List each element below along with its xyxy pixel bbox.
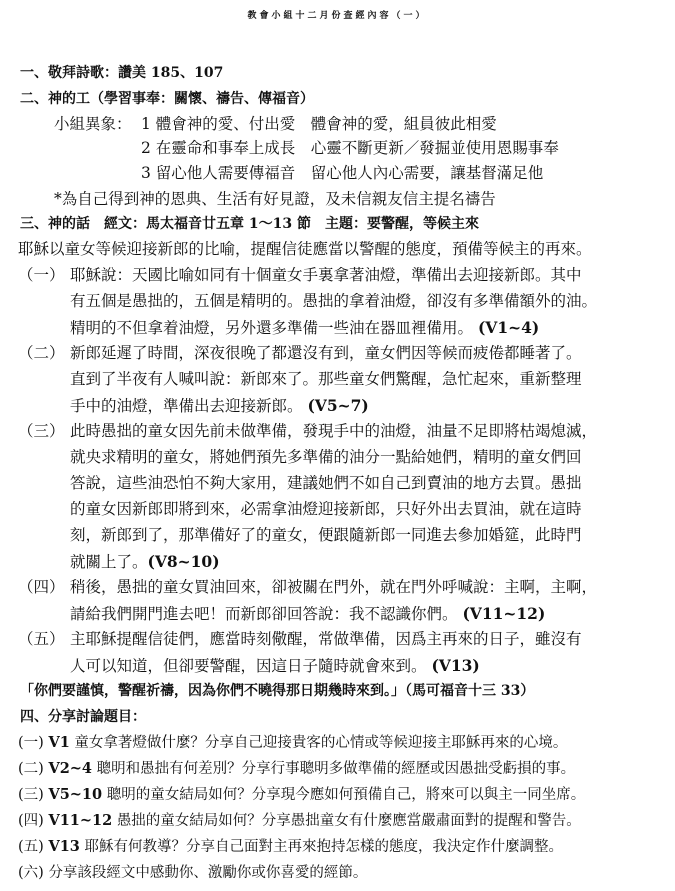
discussion-question: (一) V1 童女拿著燈做什麼？分享自己迎接貴客的心情或等候迎接主耶穌再來的心境。 (18, 734, 568, 751)
point-label: （三） (18, 422, 65, 440)
point-line: 手中的油燈，準備出去迎接新郎。 (V5~7) (70, 396, 369, 415)
section-work-heading: 二、神的工（學習事奉：關懷、禱告、傳福音） (20, 91, 314, 107)
discussion-question: (四) V11~12 愚拙的童女結局如何？分享愚拙童女有什麼應當嚴肅面對的提醒和警告。 (18, 812, 581, 829)
prayer-note: *為自己得到神的恩典、生活有好見證，及未信親友信主提名禱告 (54, 190, 496, 208)
point-line: 精明的不但拿着油燈，另外還多準備一些油在器皿裡備用。 (V1~4) (70, 318, 540, 337)
point-line: 直到了半夜有人喊叫說：新郎來了。那些童女們驚醒，急忙起來，重新整理 (70, 370, 582, 388)
verse-ref: (V1~4) (477, 318, 540, 337)
vision-item: 2 在靈命和事奉上成長 心靈不斷更新／發掘並使用恩賜事奉 (141, 139, 559, 157)
vision-label: 小組異象： (54, 115, 132, 133)
point-line: 就關上了。(V8~10) (70, 552, 220, 571)
section-hymns-heading: 一、敬拜詩歌：讚美 185、107 (20, 65, 224, 81)
point-line: 請給我們開門進去吧！而新郎卻回答說：我不認識你們。 (V11~12) (70, 604, 546, 623)
passage-intro: 耶穌以童女等候迎接新郎的比喻，提醒信徒應當以警醒的態度，預備等候主的再來。 (18, 240, 592, 258)
point-line: 的童女因新郎即將到來，必需拿油燈迎接新郎，只好外出去買油，就在這時 (70, 500, 582, 518)
discussion-question: (二) V2~4 聰明和愚拙有何差別？分享行事聰明多做準備的經歷或因愚拙受虧損的事。 (18, 760, 576, 777)
verse-ref: (V13) (431, 656, 480, 675)
verse-ref: (V5~7) (307, 396, 369, 415)
point-line: 有五個是愚拙的，五個是精明的。愚拙的拿着油燈，卻沒有多準備額外的油。 (70, 292, 598, 310)
verse-ref: (V8~10) (147, 552, 220, 571)
discussion-question: (五) V13 耶穌有何教導？分享自己面對主再來抱持怎樣的態度，我決定作什麼調整。 (18, 838, 563, 855)
vision-item: 1 體會神的愛、付出愛 體會神的愛，組員彼此相愛 (141, 115, 497, 133)
point-line: 答說，這些油恐怕不夠大家用，建議她們不如自己到賣油的地方去買。愚拙 (70, 474, 582, 492)
page-title: 教會小組十二月份查經內容（一） (247, 11, 428, 21)
point-line: 刻，新郎到了，那準備好了的童女，便跟隨新郎一同進去參加婚筵，此時門 (70, 526, 582, 544)
point-line: 新郎延遲了時間，深夜很晚了都還沒有到，童女們因等候而疲倦都睡著了。 (70, 344, 582, 362)
scripture-quote: 「你們要謹慎，警醒祈禱，因為你們不曉得那日期幾時來到。」（馬可福音十三 33） (20, 683, 535, 699)
point-line: 耶穌說：天國比喻如同有十個童女手裏拿著油燈，準備出去迎接新郎。其中 (70, 266, 582, 284)
point-line: 此時愚拙的童女因先前未做準備，發現手中的油燈，油量不足即將枯竭熄滅， (70, 422, 598, 440)
section-word-heading: 三、神的話 經文：馬太福音廿五章 1～13 節 主題：要警醒，等候主來 (20, 216, 479, 232)
point-label: （二） (18, 344, 65, 362)
discussion-question: (三) V5~10 聰明的童女結局如何？分享現今應如何預備自己，將來可以與主一同坐席。 (18, 786, 586, 803)
point-line: 就央求精明的童女，將她們預先多準備的油分一點給她們，精明的童女們回 (70, 448, 582, 466)
discussion-question: (六) 分享該段經文中感動你、激勵你或你喜愛的經節。 (18, 865, 368, 881)
point-line: 稍後，愚拙的童女買油回來，卻被關在門外，就在門外呼喊說：主啊，主啊， (70, 578, 598, 596)
point-line: 人可以知道，但卻要警醒，因這日子隨時就會來到。 (V13) (70, 656, 480, 675)
section-discussion-heading: 四、分享討論題目： (20, 709, 146, 725)
point-label: （一） (18, 266, 65, 284)
vision-item: 3 留心他人需要傳福音 留心他人內心需要，讓基督滿足他 (141, 164, 544, 182)
point-label: （五） (18, 630, 65, 648)
verse-ref: (V11~12) (462, 604, 546, 623)
point-line: 主耶穌提醒信徒們，應當時刻儆醒，常做準備，因爲主再來的日子，雖沒有 (70, 630, 582, 648)
point-label: （四） (18, 578, 65, 596)
